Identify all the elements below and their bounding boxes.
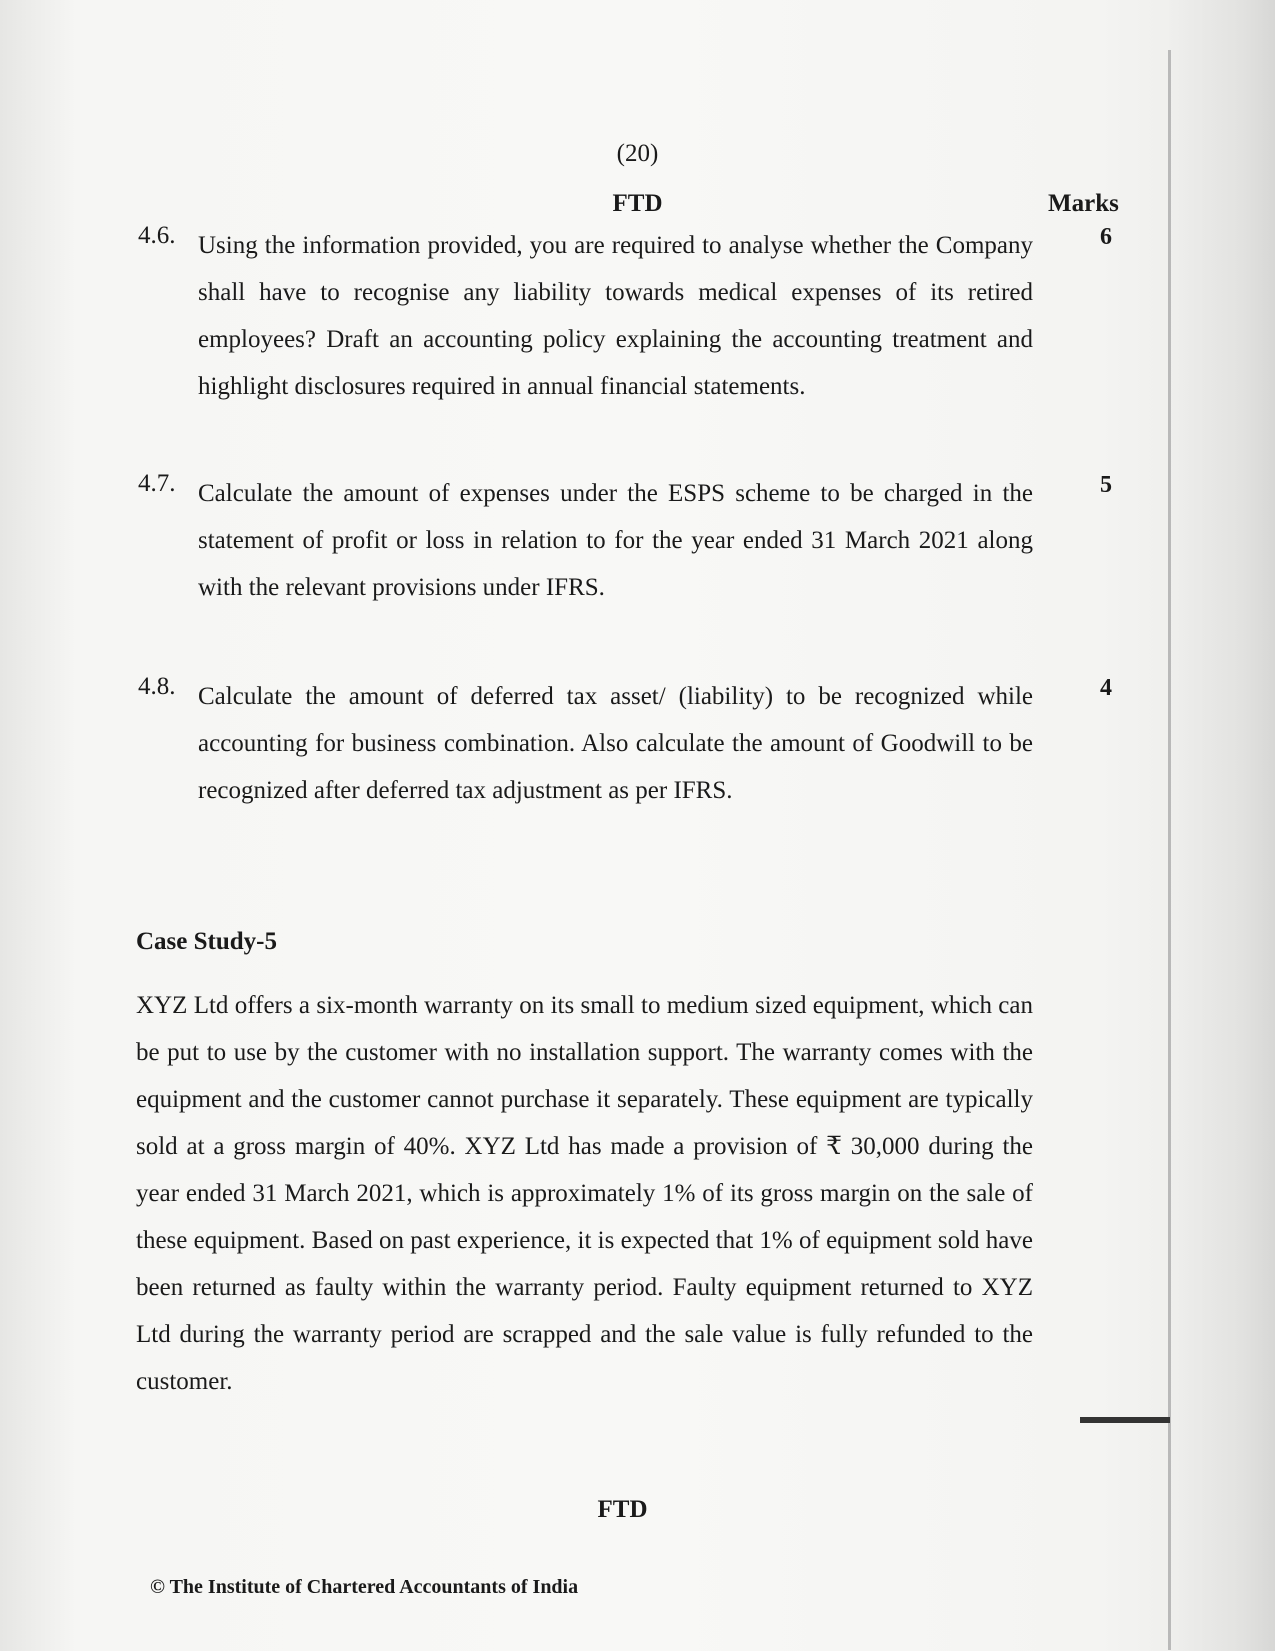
page-number: (20) [616,140,659,167]
question-4-7 [138,470,1112,611]
question-text: Calculate the amount of deferred tax asset/ (liability) to be recognized while accounting for business combination. Also calculate the amount of Goodwill to be recognized after deferred tax adjustment as per IFRS. [198,683,1033,804]
question-4-6 [138,222,1112,410]
question-number: 4.6. [138,222,176,249]
case-study-title: Case Study-5 [136,928,277,955]
paper-code-header: FTD [612,190,663,217]
question-marks: 6 [1100,224,1112,250]
question-number: 4.7. [138,470,176,497]
question-marks: 4 [1100,675,1112,701]
copyright-notice: © The Institute of Chartered Accountants of India [150,1576,579,1598]
scan-shadow [1165,0,1275,1651]
scan-edge-line [1168,50,1171,1650]
question-4-8 [138,673,1112,814]
question-text: Calculate the amount of expenses under the ESPS scheme to be charged in the statement of profit or loss in relation to for the year ended 31 March 2021 along with the relevant provisions under IFRS. [198,480,1033,601]
marks-column-header: Marks [1048,190,1119,217]
paper-code-footer: FTD [597,1496,648,1523]
case-study-text: XYZ Ltd offers a six-month warranty on its small to medium sized equipment, which can be put to use by the customer with no installation support. The warranty comes with the equipment and the customer cannot purchase it separately. These equipment are typically sold at a gross margin of 40%. XYZ Ltd has made a provision of ₹ 30,000 during the year ended 31 March 2021, which is approximately 1% of its gross margin on the sale of these equipment. Based on past experience, it is expected that 1% of equipment sold have been returned as faulty within the warranty period. Faulty equipment returned to XYZ Ltd during the warranty period are scrapped and the sale value is fully refunded to the customer. [136,992,1033,1395]
question-text: Using the information provided, you are required to analyse whether the Company shall have to recognise any liability towards medical expenses of its retired employees? Draft an accounting policy explaining the accounting treatment and highlight disclosures required in annual financial statements. [198,232,1033,400]
question-number: 4.8. [138,673,176,700]
scan-mark [1080,1417,1170,1423]
question-marks: 5 [1100,472,1112,498]
